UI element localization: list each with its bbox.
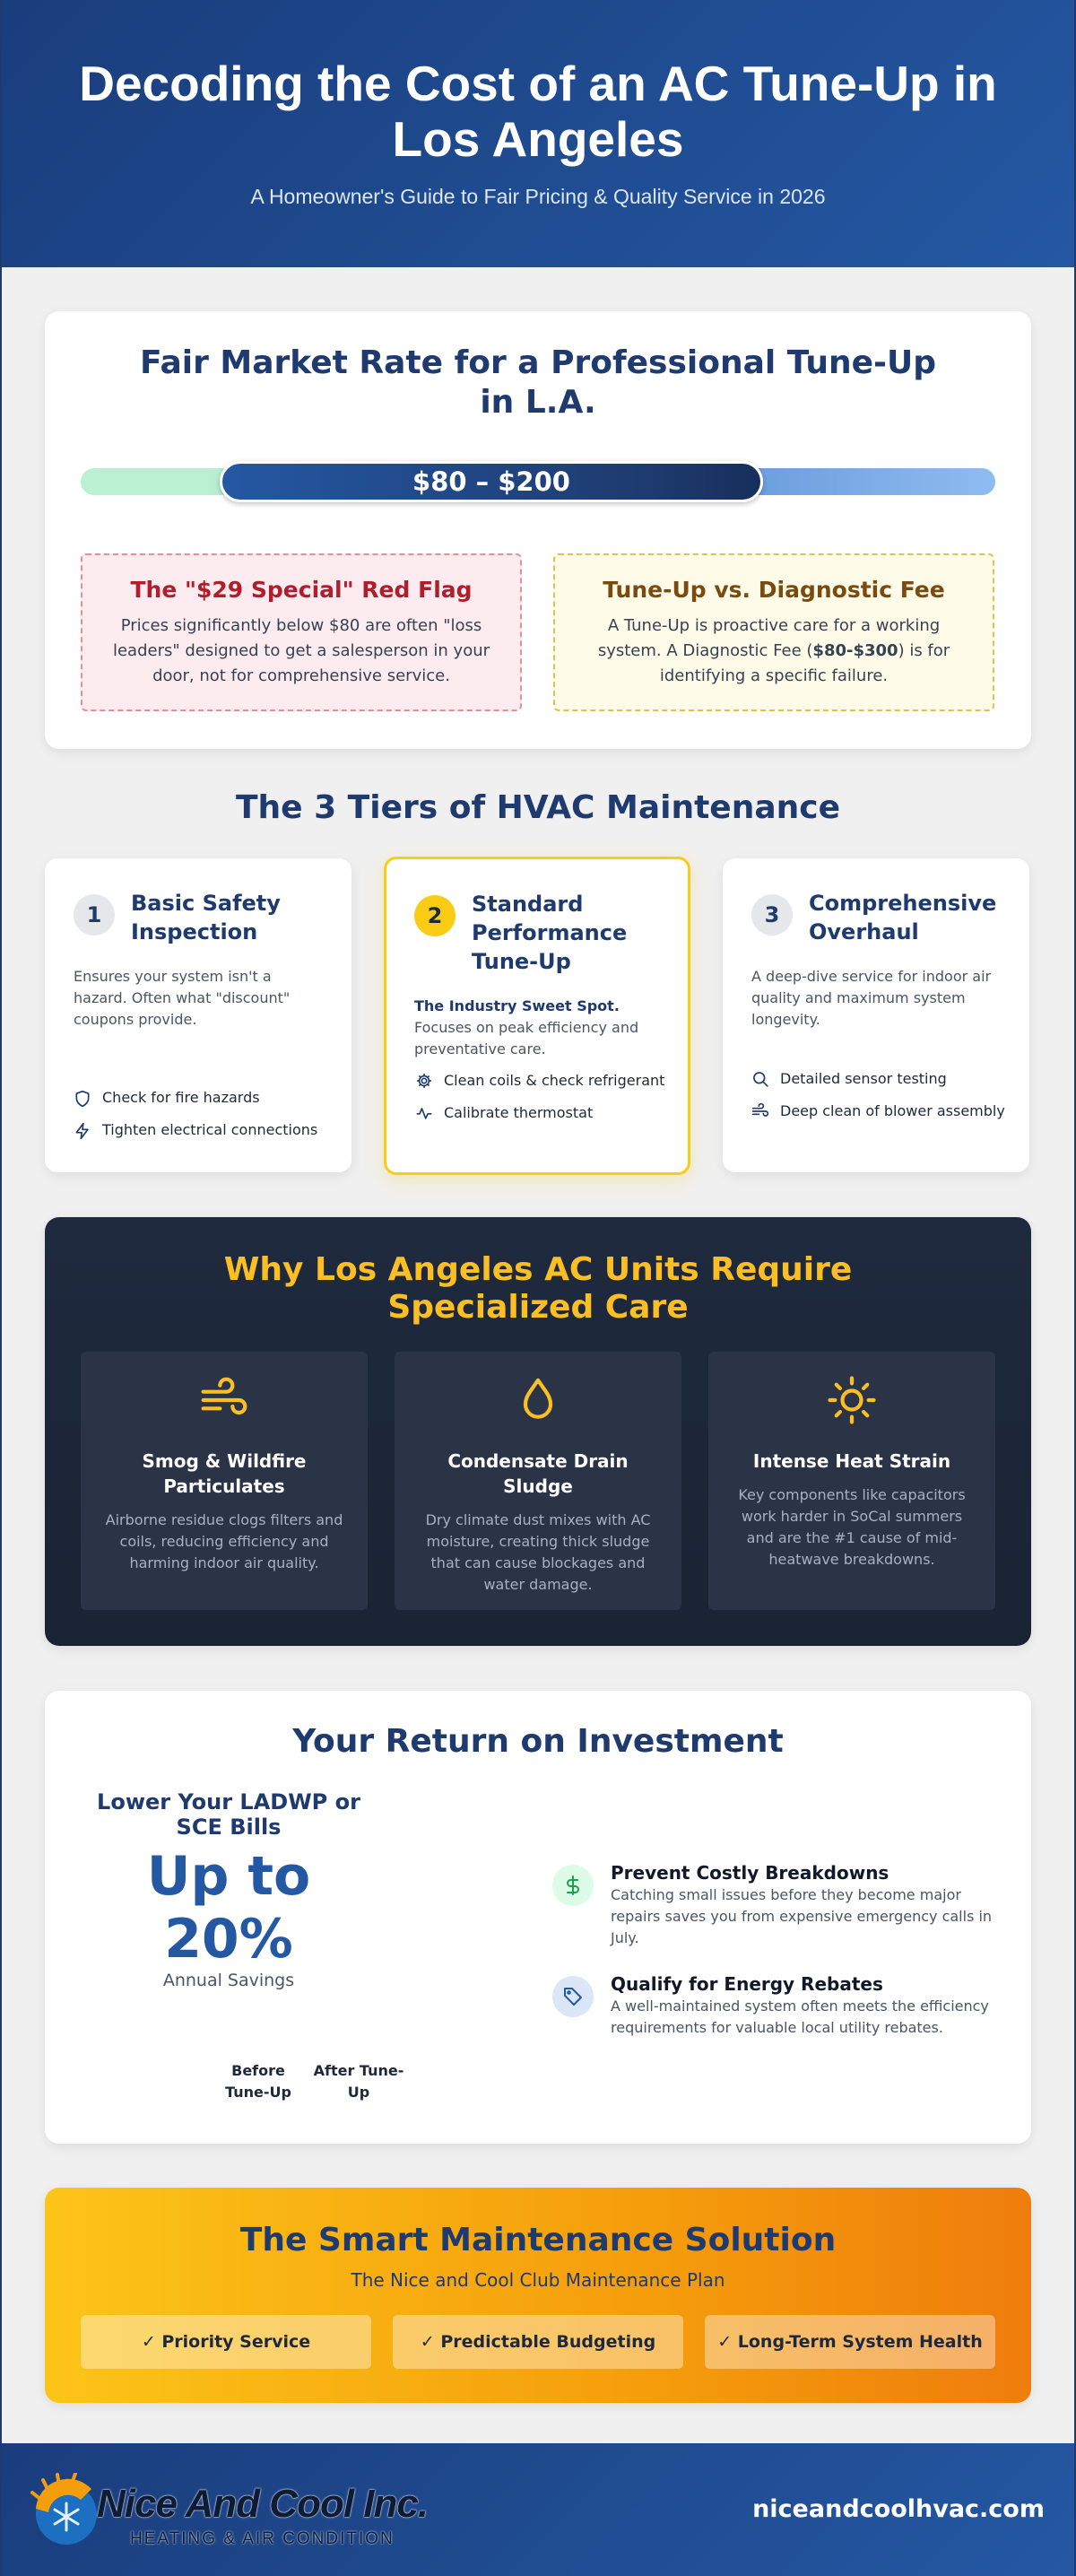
- solution-title: The Smart Maintenance Solution: [239, 2222, 837, 2258]
- diagnostic-callout: [553, 553, 994, 711]
- tier-highlight: The Industry Sweet Spot.: [414, 997, 620, 1014]
- tier-description-text: Focuses on peak efficiency and preventative care.: [414, 1019, 639, 1057]
- hero-header: [0, 0, 1076, 267]
- website-link[interactable]: niceandcoolhvac.com: [752, 2495, 1045, 2523]
- roi-benefit-text: A well-maintained system often meets the efficiency requirements for valuable local utility rebates.: [611, 1997, 989, 2036]
- roi-benefit-title: Qualify for Energy Rebates: [611, 1973, 883, 1995]
- market-rate-card: [45, 311, 1031, 749]
- tier-feature-label: Deep clean of blower assembly: [780, 1102, 1005, 1119]
- tier-card-basic: [45, 858, 351, 1172]
- tier-feature-list: [74, 1087, 334, 1152]
- tier-feature-label: Tighten electrical connections: [102, 1121, 318, 1138]
- tier-feature: [415, 1070, 670, 1092]
- diagnostic-fee-range: $80-$300: [812, 641, 898, 660]
- red-flag-text: Prices significantly below $80 are often "loss leaders" designed to get a salesperson in your door, not for comprehensive service.: [112, 616, 490, 685]
- wind-icon: [195, 1375, 253, 1425]
- bills-heading: Lower Your LADWP or SCE Bills: [97, 1789, 360, 1840]
- lightning-icon: [74, 1121, 91, 1141]
- roi-benefit-text: Catching small issues before they become major repairs saves you from expensive emergency calls in July.: [611, 1886, 993, 1946]
- chart-label-after: After Tune-Up: [313, 2062, 404, 2101]
- tier-number: 3: [751, 894, 793, 936]
- diagnostic-text-start: A Tune-Up is proactive care for a working system. A Diagnostic Fee (: [597, 616, 941, 660]
- savings-chart-labels: [208, 2060, 409, 2103]
- diagnostic-text: [582, 614, 966, 689]
- savings-block: [81, 1789, 377, 1990]
- solution-subtitle: The Nice and Cool Club Maintenance Plan: [351, 2269, 725, 2291]
- la-care-title: Why Los Angeles AC Units Require Specialized Care: [223, 1251, 853, 1326]
- magnifier-icon: [751, 1070, 769, 1088]
- company-tagline: HEATING & AIR CONDITION: [130, 2529, 395, 2548]
- price-range-pill: $80 – $200: [220, 461, 763, 502]
- droplet-icon: [509, 1375, 567, 1425]
- company-name: Nice And Cool Inc.: [97, 2482, 429, 2526]
- la-factor-text: Dry climate dust mixes with AC moisture, creating thick sludge that can cause blockages and water damage.: [425, 1511, 651, 1593]
- tier-name: Standard Performance Tune-Up: [472, 892, 628, 974]
- roi-benefit: [552, 1972, 1001, 2039]
- tier-feature-list: [751, 1068, 1011, 1133]
- roi-benefit: [552, 1861, 1001, 1949]
- tier-feature: [751, 1068, 1011, 1090]
- red-flag-title: The "$29 Special" Red Flag: [130, 577, 473, 603]
- sun-icon: [823, 1375, 881, 1425]
- footer: [0, 2443, 1076, 2576]
- tier-feature: [751, 1101, 1011, 1122]
- tier-name: Comprehensive Overhaul: [809, 891, 997, 944]
- benefit-chip-health: ✓ Long-Term System Health: [705, 2315, 995, 2369]
- page-subtitle: A Homeowner's Guide to Fair Pricing & Quality Service in 2026: [250, 185, 826, 208]
- savings-percentage: Up to 20%: [146, 1845, 311, 1971]
- la-factor-card: [81, 1352, 368, 1610]
- tier-feature-list: [415, 1070, 670, 1135]
- benefit-chip-priority: ✓ Priority Service: [81, 2315, 371, 2369]
- tier-number: 2: [414, 895, 456, 936]
- market-rate-title: Fair Market Rate for a Professional Tune-Up in L.A.: [140, 344, 936, 421]
- tier-feature-label: Check for fire hazards: [102, 1089, 260, 1106]
- dollar-icon: [552, 1865, 594, 1906]
- roi-benefit-title: Prevent Costly Breakdowns: [611, 1862, 889, 1884]
- la-factor-text: Airborne residue clogs filters and coils, reducing efficiency and harming indoor air quality.: [105, 1511, 343, 1571]
- wind-icon: [751, 1102, 769, 1120]
- savings-label: Annual Savings: [162, 1971, 295, 1990]
- tag-icon: [552, 1976, 594, 2017]
- la-factor-title: Intense Heat Strain: [752, 1450, 951, 1472]
- la-factor-card: [708, 1352, 995, 1610]
- benefit-chip-budgeting: ✓ Predictable Budgeting: [393, 2315, 683, 2369]
- tier-description: [414, 996, 659, 1060]
- tier-feature: [415, 1102, 670, 1124]
- tier-number: 1: [74, 894, 115, 936]
- solution-banner: [45, 2188, 1031, 2403]
- roi-title: Your Return on Investment: [292, 1723, 784, 1760]
- tier-feature-label: Detailed sensor testing: [780, 1070, 947, 1087]
- diagnostic-text-end: ) is for identifying a specific failure.: [659, 641, 950, 685]
- tier-card-standard: [384, 857, 690, 1175]
- tier-description: A deep-dive service for indoor air quality and maximum system longevity.: [751, 968, 992, 1028]
- chart-label-before: Before Tune-Up: [225, 2062, 291, 2101]
- roi-card: [45, 1691, 1031, 2144]
- tier-feature: [74, 1119, 334, 1141]
- tier-feature-label: Clean coils & check refrigerant: [444, 1072, 665, 1089]
- tier-name: Basic Safety Inspection: [131, 891, 281, 944]
- red-flag-callout: [81, 553, 522, 711]
- la-factor-title: Condensate Drain Sludge: [447, 1450, 629, 1497]
- gear-icon: [415, 1072, 433, 1090]
- la-factor-text: Key components like capacitors work harder in SoCal summers and are the #1 cause of mid-heatwave breakdowns.: [738, 1486, 966, 1568]
- tiers-title: The 3 Tiers of HVAC Maintenance: [235, 789, 841, 826]
- la-care-section: [45, 1217, 1031, 1646]
- tier-card-comprehensive: [723, 858, 1029, 1172]
- diagnostic-title: Tune-Up vs. Diagnostic Fee: [603, 577, 945, 603]
- tier-feature-label: Calibrate thermostat: [444, 1104, 594, 1121]
- tier-feature: [74, 1087, 334, 1109]
- la-factor-title: Smog & Wildfire Particulates: [142, 1450, 307, 1497]
- tier-description: Ensures your system isn't a hazard. Often what "discount" coupons provide.: [74, 968, 291, 1028]
- shield-icon: [74, 1089, 91, 1109]
- pulse-icon: [415, 1104, 433, 1122]
- page-title: Decoding the Cost of an AC Tune-Up in Los Angeles: [79, 56, 997, 167]
- la-factor-card: [395, 1352, 681, 1610]
